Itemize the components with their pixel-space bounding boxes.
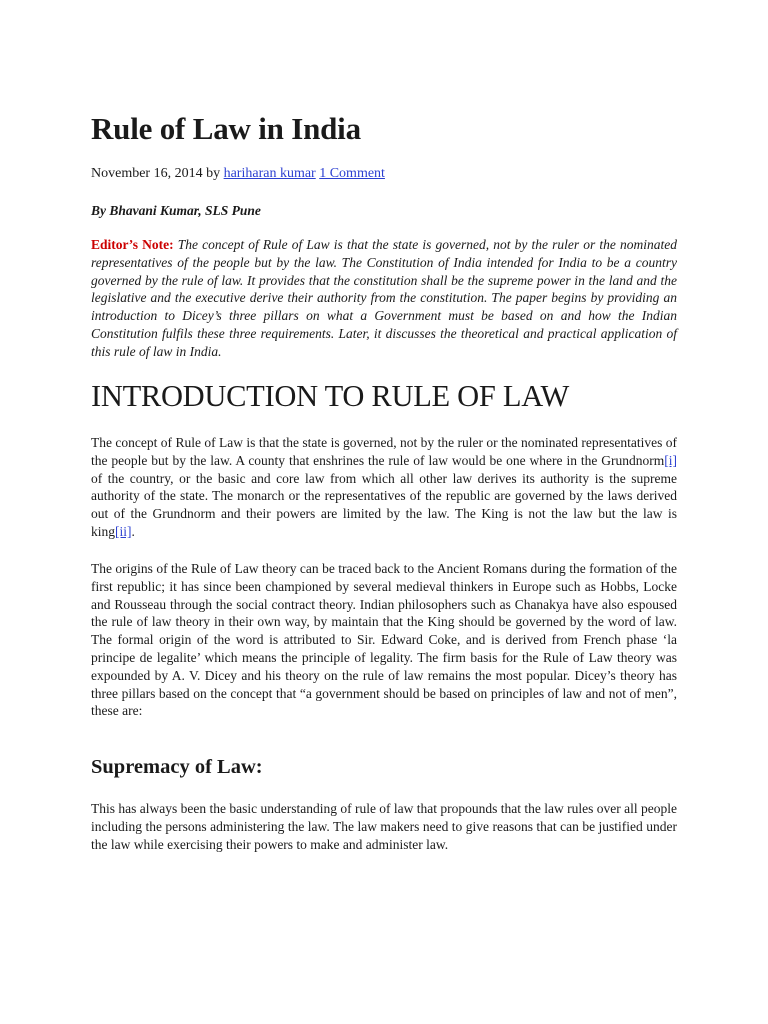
post-meta [91, 166, 385, 182]
p1-text-b: of the country, or the basic and core law from which all other law derives its authority is the supreme authority of the state. The monarch or the representatives of the republic are governed by the laws derived out of the Grundnorm and their powers are limited by the law. The King is not the law but the law is king [91, 470, 677, 539]
comments-link[interactable]: 1 Comment [319, 166, 385, 181]
editors-note-text: The concept of Rule of Law is that the state is governed, not by the ruler or the nominated representatives of the people but by the law. The Constitution of India intended for India to be a country governed by the rule of law. It provides that the constitution shall be the supreme power in the land and the legislative and the executive derive their authority from the constitution. The paper begins by providing an introduction to Dicey’s three pillars on what a Government must be based on and how the Indian Constitution fulfils these three requirements. Later, it discusses the theoretical and practical application of this rule of law in India. [91, 237, 678, 359]
subheading-supremacy: Supremacy of Law: [91, 756, 263, 778]
paragraph-intro [91, 434, 677, 541]
author-link[interactable]: hariharan kumar [223, 166, 316, 181]
byline: By Bhavani Kumar, SLS Pune [91, 203, 261, 218]
footnote-link-i[interactable]: [i] [664, 452, 677, 468]
post-date: November 16, 2014 [91, 166, 203, 181]
section-heading: INTRODUCTION TO RULE OF LAW [91, 379, 569, 413]
editors-note-label: Editor’s Note: [91, 237, 174, 252]
editors-note [91, 236, 677, 361]
paragraph-supremacy: This has always been the basic understanding of rule of law that propounds that the law rules over all people including the persons administering the law. The law makers need to give reasons that can be justified under the law while exercising their powers to make and administer law. [91, 801, 677, 852]
by-text: by [206, 166, 221, 181]
footnote-link-ii[interactable]: [ii] [115, 523, 132, 539]
p1-text-c: . [131, 523, 135, 539]
article-title: Rule of Law in India [91, 111, 361, 146]
paragraph-origins: The origins of the Rule of Law theory can be traced back to the Ancient Romans during the formation of the first republic; it has since been championed by several medieval thinkers in Europe such as Hobbs, Locke and Rousseau through the social contract theory. Indian philosophers such as Chanakya have also espoused the rule of law theory in their own way, by maintain that the King should be governed by the word of law. The formal origin of the word is attributed to Sir. Edward Coke, and is derived from French phase ‘la principe de legalite’ which means the principle of legality. The firm basis for the Rule of Law theory was expounded by A. V. Dicey and his theory on the rule of law remains the most popular. Dicey’s theory has three pillars based on the concept that “a government should be based on principles of law and not of men”, these are: [91, 561, 677, 719]
p1-text-a: The concept of Rule of Law is that the state is governed, not by the ruler or the nominated representatives of the people but by the law. A county that enshrines the rule of law would be one where in the Grundnorm [91, 435, 677, 468]
